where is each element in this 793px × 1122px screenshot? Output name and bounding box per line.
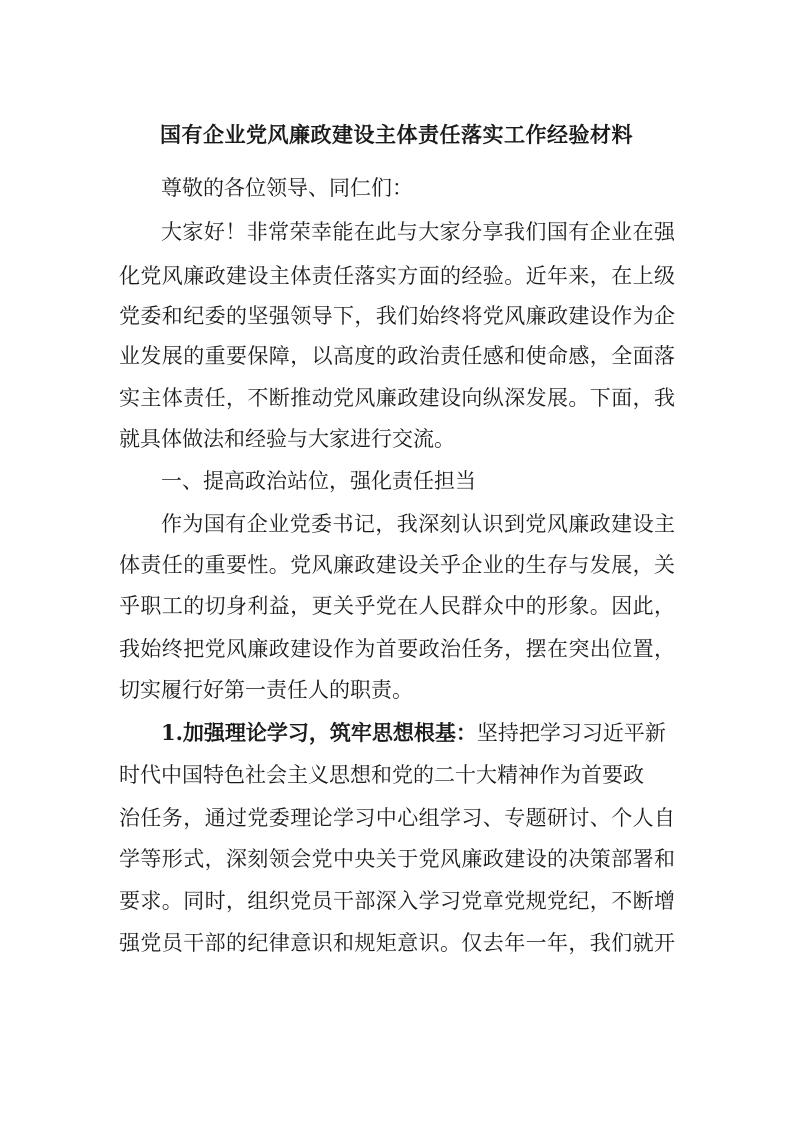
intro-line-6: 就具体做法和经验与大家进行交流。 xyxy=(119,427,455,451)
intro-line-1: 大家好！非常荣幸能在此与大家分享我们国有企业在强 xyxy=(161,220,675,244)
item1-line-3: 治任务，通过党委理论学习中心组学习、专题研讨、个人自 xyxy=(119,806,675,830)
section-heading: 一、提高政治站位，强化责任担当 xyxy=(161,469,476,493)
item1-lead: 1.加强理论学习，筑牢思想根基： xyxy=(161,720,477,745)
section-line-3: 乎职工的切身利益，更关乎党在人民群众中的形象。因此， xyxy=(119,594,675,618)
item1-first-line-rest: 坚持把学习习近平新 xyxy=(476,721,666,745)
item1-line-2: 时代中国特色社会主义思想和党的二十大精神作为首要政 xyxy=(119,763,644,787)
item1-line-5: 要求。同时，组织党员干部深入学习党章党规党纪，不断增 xyxy=(119,889,675,913)
section-line-5: 切实履行好第一责任人的职责。 xyxy=(119,678,413,702)
intro-line-2: 化党风廉政建设主体责任落实方面的经验。近年来，在上级 xyxy=(119,264,675,288)
document-title: 国有企业党风廉政建设主体责任落实工作经验材料 xyxy=(160,122,633,147)
intro-line-5: 实主体责任，不断推动党风廉政建设向纵深发展。下面，我 xyxy=(119,386,675,410)
item1-line-6: 强党员干部的纪律意识和规矩意识。仅去年一年，我们就开 xyxy=(119,931,675,955)
item1-line-4: 学等形式，深刻领会党中央关于党风廉政建设的决策部署和 xyxy=(119,847,675,871)
section-line-4: 我始终把党风廉政建设作为首要政治任务，摆在突出位置， xyxy=(119,637,675,661)
section-line-1: 作为国有企业党委书记，我深刻认识到党风廉政建设主 xyxy=(161,512,675,536)
section-line-2: 体责任的重要性。党风廉政建设关乎企业的生存与发展，关 xyxy=(119,553,675,577)
intro-line-4: 业发展的重要保障，以高度的政治责任感和使命感，全面落 xyxy=(119,344,675,368)
greeting-line: 尊敬的各位领导、同仁们： xyxy=(161,176,413,200)
intro-line-3: 党委和纪委的坚强领导下，我们始终将党风廉政建设作为企 xyxy=(119,304,675,328)
item1-first-line xyxy=(119,715,675,751)
